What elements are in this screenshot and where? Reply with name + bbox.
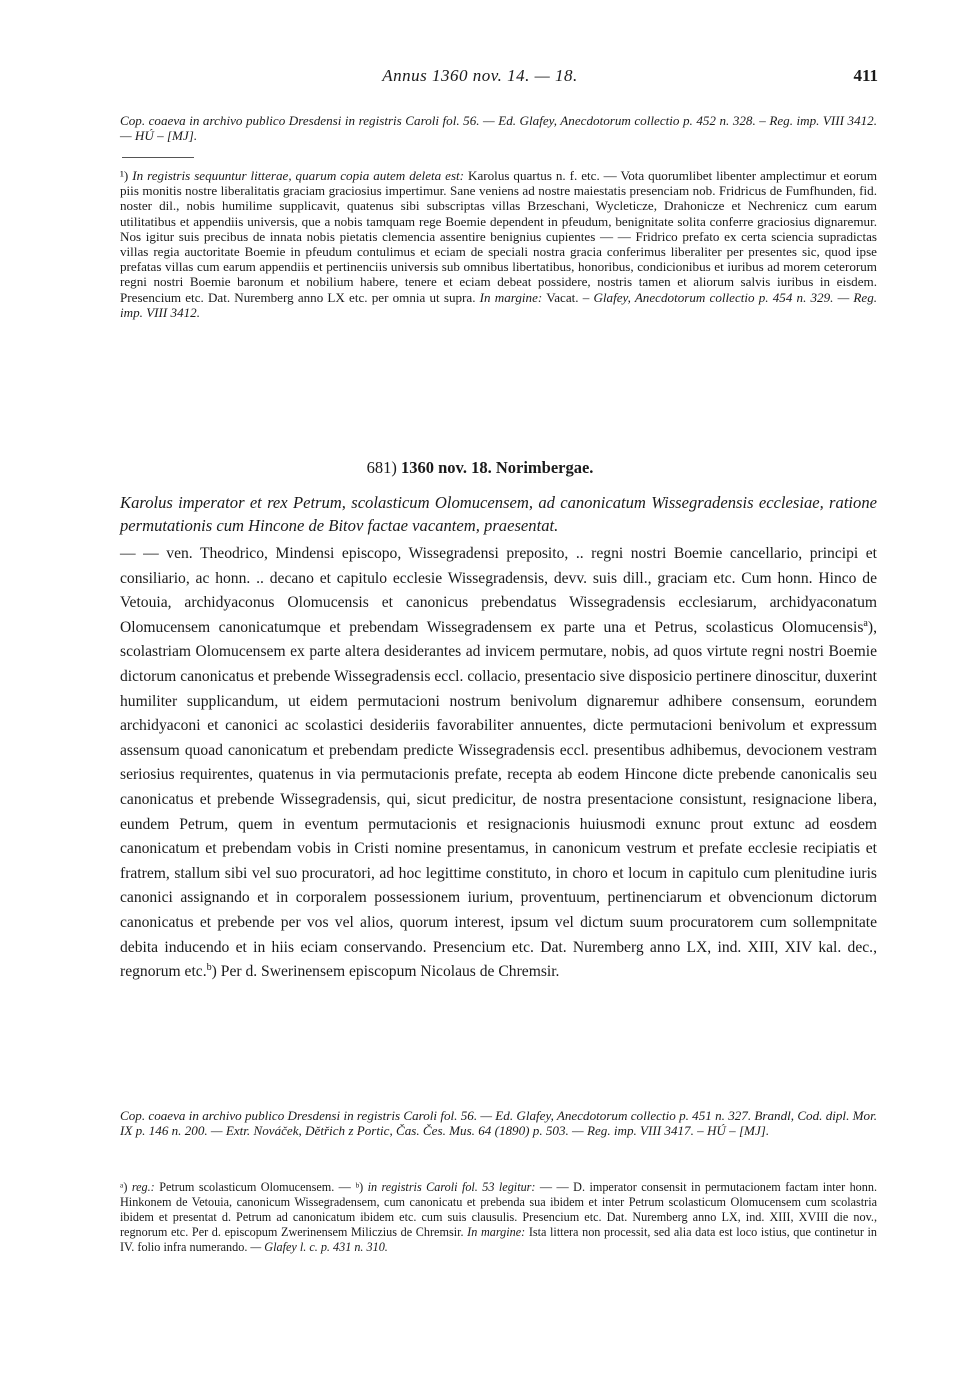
footnote-b-text: — — D. imperator consensit in permutacionem factam inter honn. Hinkonem de Vetouia, canonicum Wissegradensem, cum canonicatu et prebenda sua ibidem et inter Petrum scolasticum Olomucensem cum scolastria ibidem et presentat d. Petrum ad canonicatum ibidem etc. cum suis clausulis. Presencium etc. Dat. Nuremberg anno LX, ind. XIII, XVIII die nov., regnorum etc. (120, 1180, 877, 1239)
prev-footnote-intro: In registris sequuntur litterae, quarum copia autem deleta est: (132, 168, 465, 183)
body-signature: Per d. Swerinensem episcopum Nicolaus de Chremsir. (220, 963, 560, 981)
footnote-ref-a: a (863, 617, 868, 629)
footnote-divider (122, 157, 194, 158)
prev-footnote-end: – Glafey, Anecdotorum collectio p. 454 n. 329. — Reg. imp. VIII 3412. (120, 289, 878, 320)
running-head: Annus 1360 nov. 14. — 18. (382, 66, 578, 85)
prev-footnote-marker: ¹) (120, 168, 129, 183)
footnote-b-margin-label: In margine: (467, 1225, 526, 1239)
footnote-b-margin-text: Ista littera non processit, sed alia data est loco istius, que continetur in IV. folio infra numerando. (120, 1225, 878, 1254)
body-text-2: ), scolastriam Olomucensem ex parte altera desiderantes ad invicem permutare, nobis, ad quos virtute regni nostri Boemie dictorum canonicatus et prebende Wissegradensis eccl. collacio, presentacio sive disposicio pertinere dinoscitur, duxerint humiliter supplicandum, ut eidem permutacioni nostrum benivolum dignaremur adhibere consensum, eorundem archidyaconi et canonici ac scolastici desideriis favorabiliter annuentes, dicte permutacioni benivolum et expressum assensum quoad canonicatum et prebendam predicte Wissegradensis eccl. presentibus adhibemus, devocionem vestram seriosius requirentes, quatenus in via permutacionis prefate, recepta ab eodem Hincone dicte prebende canonicalis seu canonicatus et prebende Wissegradensis, qui, sicut predicitur, de nostra presentacione consistunt, resignacione libera, eundem Petrum, quem in eventum permutacionis et resignacionis huiusmodi exnunc prout extunc ad eosdem canonicatum et prebendam vobis in Cristi nomine presentamus, in canonicum vestrum et prefate ecclesie recipiatis et fratrem, stallum sibi vel suo procuratori, ad hoc legittime constituto, in choro et locum in capitulo cum plenitudine iuris canonici assignando et in corporalem possessionem iurium, proventuum, pertinenciarum et obvencionum dictorum canonicatus et prebende per vos vel alios, quorum interest, ipsum vel dictum suum procuratorem cum sollempnitate debita inducendo et in hiis eciam conservando. Presencium etc. (120, 618, 877, 956)
document-date-place: 1360 nov. 18. Norimbergae. (400, 458, 594, 477)
footnote-a-label: reg.: (131, 1180, 155, 1194)
footnote-b-label: in registris Caroli fol. 53 legitur: (367, 1180, 536, 1194)
page-header (0, 66, 960, 90)
prev-footnote-text: Karolus quartus n. f. etc. — Vota quorumlibet libenter amplectimur et eorum piis monitis nostre liberalitatis graciam graciosius impertimur. Sane veniens ad nostre maiestatis presenciam nob. Fridricus de Fumfhunden, fid. noster dil., nobis humilime supplicavit, quatenus sibi subscriptas villas Brzeschani, Wycleticze, Drahonicze et Nechrenicz cum earum utilitatibus et appendiis universis, que a nobis tamquam rege Boemie dependent in pfeudum, benignitate solita conferre graciosius dignaremur. Nos igitur suis precibus de innata nobis pietatis clemencia assentire benignius cupientes — — Fridrico prefato ex certa sciencia supradictas villas regia auctoritate Boemie in pfeudum contulimus et eciam de speciali nostra gracia conferimus liberaliter per presentes sic, quod ipse prefatas villas cum earum appendiis et pertinenciis universis sub omnibus libertatibus, honoribus, condicionibus et iuribus ad morem ceterorum regni nostri Boemie baronum et nobilium habere, tenere et eciam debeat possidere, nostris tamen et aliorum salvis iuribus in eisdem. Presencium etc. Dat. Nuremberg anno LX etc. per omnia ut supra. (120, 168, 878, 305)
prev-footnote (120, 168, 877, 320)
footnote-ref-b: b (206, 961, 212, 973)
prev-footnote-margin-value: Vacat. (546, 289, 579, 305)
prev-source-note: Cop. coaeva in archivo publico Dresdensi in registris Caroli fol. 56. — Ed. Glafey, Anecdotorum collectio p. 452 n. 328. – Reg. imp. VIII 3412. — HÚ – [MJ]. (120, 113, 877, 144)
footnote-a-text: Petrum scolasticum Olomucensem. — (159, 1180, 351, 1194)
footnote-a-marker: ᵃ) (120, 1180, 128, 1194)
body-text-1: — — ven. Theodrico, Mindensi episcopo, Wissegradensi preposito, .. regni nostri Boemie cancellario, principi et consiliario, ac honn. .. decano et capitulo ecclesie Wissegradensis, devv. suis dill., graciam etc. Cum honn. Hinco de Vetouia, archidyaconus Olomucensis et canonicus prebendatus Wissegradensis ecclesiarum, archidyaconatum Olomucensem canonicatumque et prebendam Wissegradensem ex parte una et Petrus, scolasticus Olomucensis (120, 545, 877, 636)
document-number: 681) (366, 458, 397, 477)
footnote-b-marker: ᵇ) (355, 1180, 364, 1194)
document-source-note: Cop. coaeva in archivo publico Dresdensi in registris Caroli fol. 56. — Ed. Glafey, Anecdotorum collectio p. 451 n. 327. Brandl, Cod. dipl. Mor. IX p. 146 n. 200. — Extr. Nováček, Dětřich z Portic, Čas. Čes. Mus. 64 (1890) p. 503. — Reg. imp. VIII 3417. – HÚ – [MJ]. (120, 1108, 877, 1139)
body-dating: Dat. Nuremberg anno LX, ind. XIII, XIV kal. dec., regnorum etc. (120, 938, 877, 981)
body-dating-close: ) (211, 963, 217, 981)
document-heading (0, 458, 960, 478)
document-body (120, 542, 877, 985)
footnote-b-end: — Glafey l. c. p. 431 n. 310. (250, 1240, 388, 1254)
document-footnotes (120, 1180, 877, 1255)
footnote-b-signature: Per d. episcopum Zwerinensem Miliczius de Chremsir. (191, 1225, 464, 1239)
page-number: 411 (853, 66, 878, 85)
prev-footnote-margin-label: In margine: (479, 289, 543, 305)
document-regest: Karolus imperator et rex Petrum, scolasticum Olomucensem, ad canonicatum Wissegradensis ecclesiae, ratione permutationis cum Hincone de Bitov factae vacantem, praesentat. (120, 493, 877, 535)
